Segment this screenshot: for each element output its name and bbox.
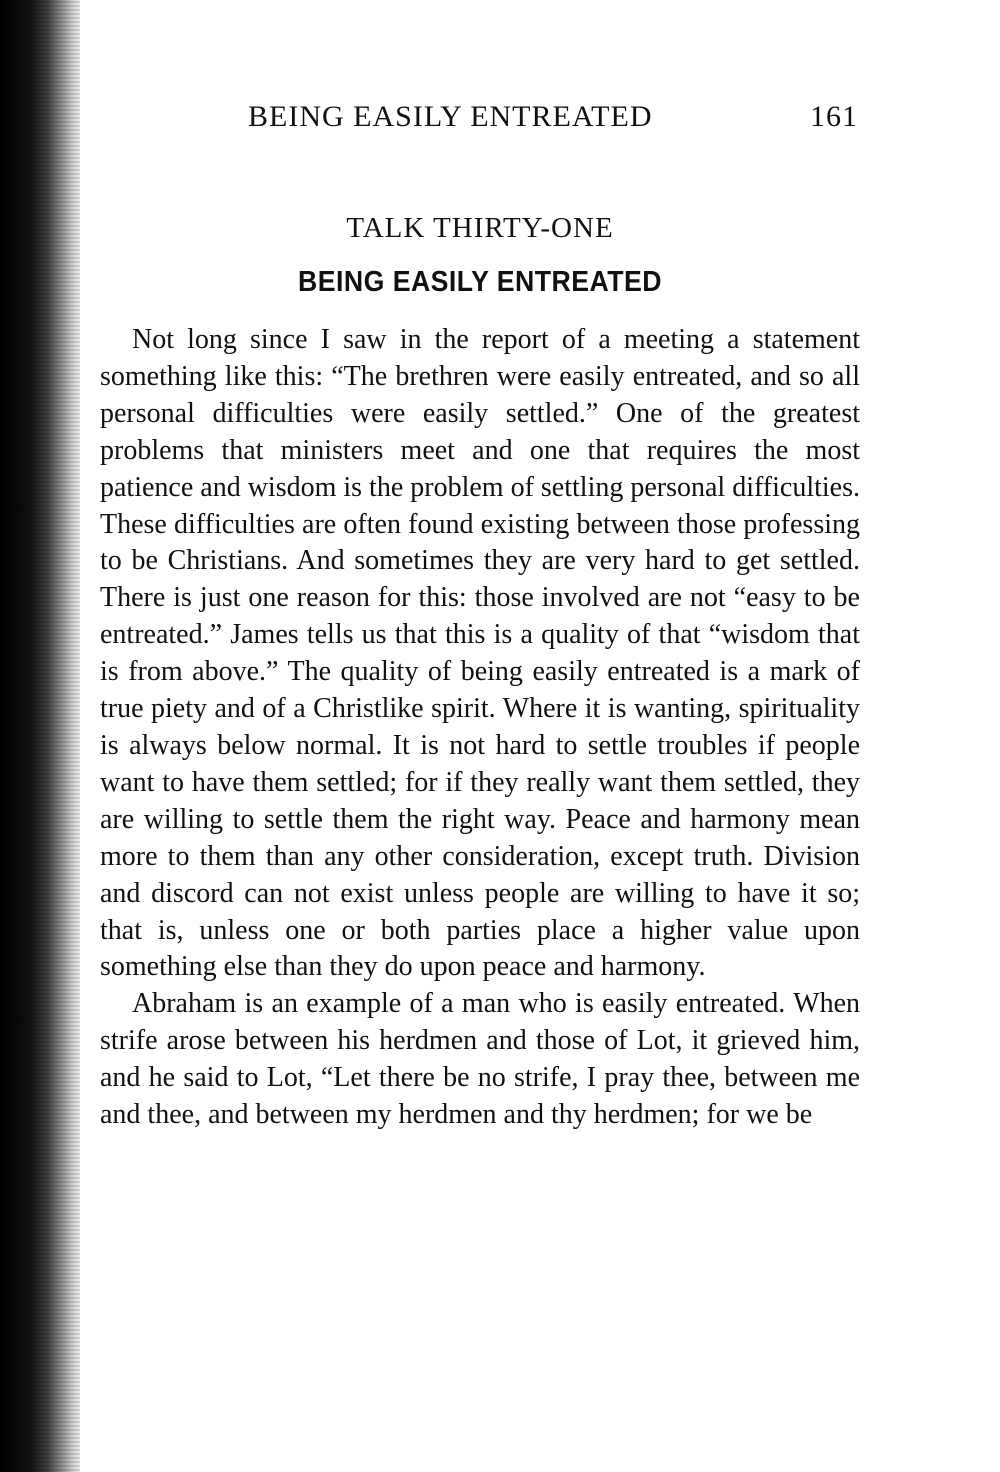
- running-head: [248, 100, 868, 144]
- page-number: 161: [810, 100, 858, 133]
- running-head-title: BEING EASILY ENTREATED: [248, 100, 653, 133]
- body-text: [100, 322, 860, 1134]
- chapter-title: BEING EASILY ENTREATED: [298, 266, 662, 298]
- talk-number: TALK THIRTY-ONE: [346, 212, 614, 244]
- paragraph-2: Abraham is an example of a man who is easily entreated. When strife arose between his herdmen and those of Lot, it grieved him, and he said to Lot, “Let there be no strife, I pray thee, between me and thee, and between my herdmen and thy herdmen; for we be: [100, 988, 860, 1131]
- paragraph-1: Not long since I saw in the report of a meeting a statement something like this: “The brethren were easily entreated, and so all personal difficulties were easily settled.” One of the greatest problems that ministers meet and one that requires the most patience and wisdom is the problem of settling personal difficulties. These difficulties are often found existing between those professing to be Christians. And sometimes they are very hard to get settled. There is just one reason for this: those involved are not “easy to be entreated.” James tells us that this is a quality of that “wisdom that is from above.” The quality of being easily entreated is a mark of true piety and of a Christlike spirit. Where it is wanting, spirituality is always below normal. It is not hard to settle troubles if people want to have them settled; for if they really want them settled, they are willing to settle them the right way. Peace and harmony mean more to them than any other consideration, except truth. Division and discord can not exist unless people are willing to have it so; that is, unless one or both parties place a higher value upon something else than they do upon peace and harmony.: [100, 324, 860, 983]
